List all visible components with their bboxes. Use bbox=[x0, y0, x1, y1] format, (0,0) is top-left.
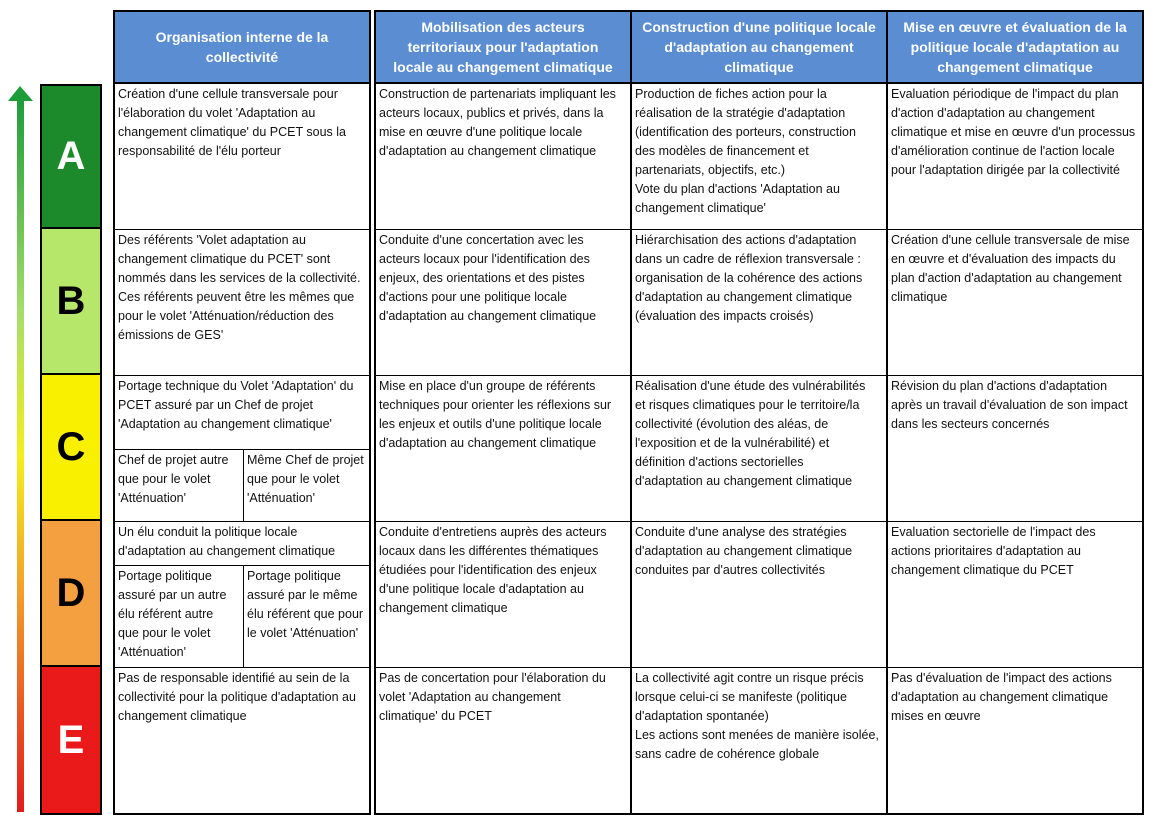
header-line: climatique bbox=[724, 59, 794, 75]
text-line: d'adaptation au changement climatique bbox=[379, 144, 597, 158]
text-line: plan d'action d'adaptation au changement bbox=[891, 271, 1122, 285]
text-line: d'adaptation au changement climatique bbox=[891, 690, 1109, 704]
split-row-d bbox=[115, 565, 369, 669]
text-line: Portage politique bbox=[247, 569, 341, 583]
cell-1d-left bbox=[115, 566, 244, 668]
text-line: Evaluation périodique de l'impact du plan bbox=[891, 87, 1119, 101]
cell-2d bbox=[376, 522, 630, 668]
text-line: 'Atténuation' bbox=[118, 645, 187, 659]
text-line: climatique' du PCET bbox=[379, 709, 492, 723]
cell-2c bbox=[376, 376, 630, 522]
text-line: que pour le volet bbox=[247, 472, 340, 486]
text-line: des modèles de financement et bbox=[635, 144, 809, 158]
text-line: Conduite d'entretiens auprès des acteurs bbox=[379, 525, 607, 539]
text-line: 'Adaptation au changement climatique' bbox=[118, 417, 332, 431]
text-line: changement climatique bbox=[379, 601, 508, 615]
text-line: dans un cadre de réflexion transversale : bbox=[635, 252, 861, 266]
text-line: mises en œuvre bbox=[891, 709, 981, 723]
cell-3d bbox=[632, 522, 886, 668]
column-construction-politique bbox=[630, 10, 888, 815]
cell-1c-right bbox=[244, 450, 369, 522]
header-line: changement climatique bbox=[937, 59, 1093, 75]
text-line: Evaluation sectorielle de l'impact des bbox=[891, 525, 1096, 539]
cell-1e bbox=[115, 668, 369, 813]
cell-3e bbox=[632, 668, 886, 813]
text-line: volet 'Adaptation au changement bbox=[379, 690, 561, 704]
column-mobilisation-acteurs bbox=[374, 10, 632, 815]
text-line: organisation de la cohérence des actions bbox=[635, 271, 863, 285]
cell-1a bbox=[115, 84, 369, 230]
text-line: élu référent que pour bbox=[247, 607, 364, 621]
cell-1d-right bbox=[244, 566, 369, 668]
text-line: réalisation de la stratégie d'adaptation bbox=[635, 106, 846, 120]
text-line: en œuvre et d'évaluation des impacts du bbox=[891, 252, 1116, 266]
cell-3a bbox=[632, 84, 886, 230]
text-line: l'exposition et de la vulnérabilité) et bbox=[635, 436, 830, 450]
level-e: E bbox=[40, 667, 102, 815]
text-line: d'adaptation au changement climatique bbox=[379, 309, 597, 323]
text-line: actions prioritaires d'adaptation au bbox=[891, 544, 1082, 558]
text-line: d'adaptation au changement climatique bbox=[635, 544, 853, 558]
cell-4a bbox=[888, 84, 1142, 230]
text-line: d'adaptation au changement climatique bbox=[635, 474, 853, 488]
text-line: assuré par le même bbox=[247, 588, 358, 602]
header-line: Organisation interne de la bbox=[155, 29, 329, 45]
text-line: acteurs locaux, publics et privés, dans la bbox=[379, 106, 604, 120]
column-header bbox=[376, 12, 630, 84]
text-line: locaux dans les différentes thématiques bbox=[379, 544, 599, 558]
header-line: d'adaptation au changement bbox=[664, 39, 854, 55]
text-line: (évaluation des impacts croisés) bbox=[635, 309, 814, 323]
text-line: Portage politique bbox=[118, 569, 212, 583]
text-line: sans cadre de cohérence globale bbox=[635, 747, 820, 761]
text-line: d'amélioration continue de l'action locale bbox=[891, 144, 1115, 158]
text-line: Création d'une cellule transversale pour bbox=[118, 87, 338, 101]
text-line: changement climatique' du PCET sous la bbox=[118, 125, 346, 139]
text-line: climatique et mise en œuvre d'un processus bbox=[891, 125, 1136, 139]
column-header bbox=[115, 12, 369, 84]
text-line: Ces référents peuvent être les mêmes que bbox=[118, 290, 355, 304]
text-line: Pas de responsable identifié au sein de la bbox=[118, 671, 350, 685]
text-line: dans les secteurs concernés bbox=[891, 417, 1050, 431]
cell-2b bbox=[376, 230, 630, 376]
header-line: Construction d'une politique locale bbox=[642, 19, 876, 35]
text-line: 'Atténuation' bbox=[247, 491, 316, 505]
text-line: Construction de partenariats impliquant les bbox=[379, 87, 616, 101]
text-line: les enjeux et outils d'une politique locale bbox=[379, 417, 602, 431]
text-line: d'adaptation au changement climatique bbox=[379, 436, 597, 450]
text-line: partenariats, objectifs, etc.) bbox=[635, 163, 786, 177]
cell-3b bbox=[632, 230, 886, 376]
text-line: Des référents 'Volet adaptation au bbox=[118, 233, 306, 247]
text-line: collectivité (évolution des aléas, de bbox=[635, 417, 829, 431]
header-line: territoriaux pour l'adaptation bbox=[407, 39, 599, 55]
text-line: d'actions pour une politique locale bbox=[379, 290, 567, 304]
text-line: d'adaptation au changement climatique bbox=[635, 290, 853, 304]
cell-4d bbox=[888, 522, 1142, 668]
text-line: changement climatique du PCET' sont bbox=[118, 252, 331, 266]
text-line: après un travail d'évaluation de son impact bbox=[891, 398, 1128, 412]
text-line: l'élaboration du volet 'Adaptation au bbox=[118, 106, 316, 120]
text-line: pour le volet 'Atténuation/réduction des bbox=[118, 309, 334, 323]
level-d: D bbox=[40, 521, 102, 667]
text-line: climatique bbox=[891, 290, 948, 304]
text-line: Production de fiches action pour la bbox=[635, 87, 827, 101]
column-header bbox=[888, 12, 1142, 84]
text-line: Mise en place d'un groupe de référents bbox=[379, 379, 596, 393]
text-line: et risques climatiques pour le territoire/la bbox=[635, 398, 860, 412]
text-line: le volet 'Atténuation' bbox=[247, 626, 359, 640]
level-c: C bbox=[40, 375, 102, 521]
text-line: Conduite d'une analyse des stratégies bbox=[635, 525, 847, 539]
text-line: enjeux, des orientations et des pistes bbox=[379, 271, 585, 285]
text-line: définition d'actions sectorielles bbox=[635, 455, 804, 469]
cell-1c bbox=[115, 376, 369, 522]
text-line: étudiées pour l'identification des enjeux bbox=[379, 563, 597, 577]
text-line: que pour le volet bbox=[118, 472, 211, 486]
text-line: Pas d'évaluation de l'impact des actions bbox=[891, 671, 1112, 685]
text-line: 'Atténuation' bbox=[118, 491, 187, 505]
level-a: A bbox=[40, 84, 102, 229]
text-line: élu référent autre bbox=[118, 607, 214, 621]
text-line: nommés dans les services de la collectivité. bbox=[118, 271, 361, 285]
cell-4b bbox=[888, 230, 1142, 376]
text-line: PCET assuré par un Chef de projet bbox=[118, 398, 314, 412]
text-line: Chef de projet autre bbox=[118, 453, 229, 467]
text-line: collectivité pour la politique d'adaptation au bbox=[118, 690, 356, 704]
text-line: Un élu conduit la politique locale bbox=[118, 525, 298, 539]
header-line: locale au changement climatique bbox=[393, 59, 613, 75]
text-line: pour l'adaptation dirigée par la collectivité bbox=[891, 163, 1120, 177]
text-line: Pas de concertation pour l'élaboration du bbox=[379, 671, 606, 685]
cell-4e bbox=[888, 668, 1142, 813]
text-line: d'adaptation au changement climatique bbox=[118, 544, 336, 558]
cell-1d bbox=[115, 522, 369, 668]
text-line: lorsque celui-ci se manifeste (politique bbox=[635, 690, 847, 704]
cell-2a bbox=[376, 84, 630, 230]
header-line: Mobilisation des acteurs bbox=[421, 19, 585, 35]
text-line: Conduite d'une concertation avec les bbox=[379, 233, 584, 247]
level-b: B bbox=[40, 229, 102, 375]
text-line: mise en œuvre d'une politique locale bbox=[379, 125, 583, 139]
text-line: Même Chef de projet bbox=[247, 453, 364, 467]
split-row-c bbox=[115, 449, 369, 523]
column-header bbox=[632, 12, 886, 84]
text-line: Les actions sont menées de manière isolée, bbox=[635, 728, 879, 742]
cell-3c bbox=[632, 376, 886, 522]
text-line: Réalisation d'une étude des vulnérabilités bbox=[635, 379, 866, 393]
column-mise-en-oeuvre-evaluation bbox=[886, 10, 1144, 815]
text-line: techniques pour orienter les réflexions sur bbox=[379, 398, 612, 412]
header-line: politique locale d'adaptation au bbox=[910, 39, 1120, 55]
text-line: La collectivité agit contre un risque précis bbox=[635, 671, 864, 685]
cell-2e bbox=[376, 668, 630, 813]
text-line: Révision du plan d'actions d'adaptation bbox=[891, 379, 1108, 393]
text-line: Hiérarchisation des actions d'adaptation bbox=[635, 233, 857, 247]
text-line: émissions de GES' bbox=[118, 328, 224, 342]
text-line: (identification des porteurs, construction bbox=[635, 125, 856, 139]
text-line: que pour le volet bbox=[118, 626, 211, 640]
text-line: d'une politique locale d'adaptation au bbox=[379, 582, 584, 596]
text-line: Vote du plan d'actions 'Adaptation au bbox=[635, 182, 840, 196]
maturity-arrow-icon bbox=[0, 0, 40, 836]
text-line: acteurs locaux pour l'identification des bbox=[379, 252, 590, 266]
text-line: d'adaptation spontanée) bbox=[635, 709, 769, 723]
text-line: changement climatique du PCET bbox=[891, 563, 1074, 577]
header-line: Mise en œuvre et évaluation de la bbox=[903, 19, 1127, 35]
header-line: collectivité bbox=[205, 49, 279, 65]
text-line: responsabilité de l'élu porteur bbox=[118, 144, 281, 158]
text-line: assuré par un autre bbox=[118, 588, 227, 602]
text-line: changement climatique bbox=[118, 709, 247, 723]
text-line: d'action d'adaptation au changement bbox=[891, 106, 1095, 120]
text-line: Création d'une cellule transversale de mise bbox=[891, 233, 1130, 247]
text-line: Portage technique du Volet 'Adaptation' du bbox=[118, 379, 354, 393]
text-line: changement climatique' bbox=[635, 201, 766, 215]
column-organisation-interne bbox=[113, 10, 371, 815]
text-line: conduites par d'autres collectivités bbox=[635, 563, 825, 577]
cell-1b bbox=[115, 230, 369, 376]
cell-1c-left bbox=[115, 450, 244, 522]
cell-4c bbox=[888, 376, 1142, 522]
